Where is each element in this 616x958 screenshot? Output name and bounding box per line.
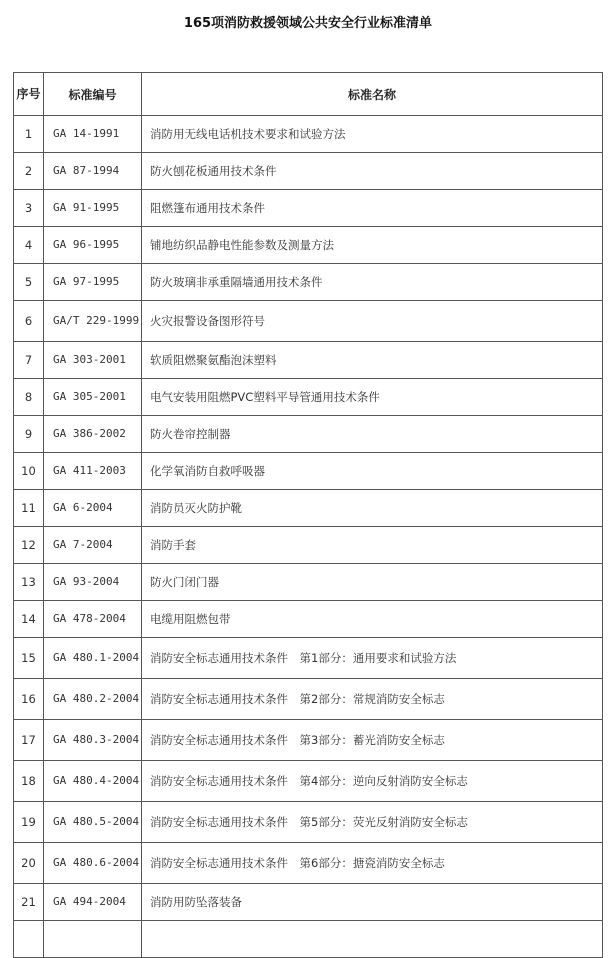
standard-code-cell: GA 480.5-2004 [44,802,142,843]
standard-code-cell: GA 480.2-2004 [44,679,142,720]
standard-name-cell: 消防用无线电话机技术要求和试验方法 [142,116,603,153]
table-row [14,190,603,227]
standard-name-cell: 阻燃篷布通用技术条件 [142,190,603,227]
standard-name-cell: 防火门闭门器 [142,564,603,601]
serial-number-cell: 6 [14,301,44,342]
standard-name-cell [142,921,603,958]
serial-number-cell: 12 [14,527,44,564]
table-row [14,527,603,564]
table-row [14,116,603,153]
serial-number-cell: 11 [14,490,44,527]
standard-name-cell: 消防安全标志通用技术条件 第2部分：常规消防安全标志 [142,679,603,720]
table-row [14,843,603,884]
table-row [14,301,603,342]
standard-code-cell: GA 480.4-2004 [44,761,142,802]
table-header-row [14,73,603,116]
table-row [14,921,603,958]
standard-name-cell: 化学氧消防自救呼吸器 [142,453,603,490]
standard-code-cell [44,921,142,958]
standard-name-cell: 消防用防坠落装备 [142,884,603,921]
serial-number-cell: 4 [14,227,44,264]
header-serial-number: 序号 [14,73,44,116]
serial-number-cell: 3 [14,190,44,227]
standard-name-cell: 铺地纺织品静电性能参数及测量方法 [142,227,603,264]
standard-name-cell: 消防安全标志通用技术条件 第6部分：搪瓷消防安全标志 [142,843,603,884]
standard-code-cell: GA 91-1995 [44,190,142,227]
standard-code-cell: GA 87-1994 [44,153,142,190]
standard-name-cell: 电气安装用阻燃PVC塑料平导管通用技术条件 [142,379,603,416]
header-standard-name: 标准名称 [142,73,603,116]
standard-code-cell: GA 7-2004 [44,527,142,564]
standard-name-cell: 消防安全标志通用技术条件 第1部分：通用要求和试验方法 [142,638,603,679]
table-body [14,116,603,958]
document-title: 165项消防救援领域公共安全行业标准清单 [183,16,433,31]
table-row [14,379,603,416]
serial-number-cell: 9 [14,416,44,453]
standard-code-cell: GA 478-2004 [44,601,142,638]
standard-name-cell: 防火刨花板通用技术条件 [142,153,603,190]
standard-code-cell: GA 386-2002 [44,416,142,453]
standard-name-cell: 防火玻璃非承重隔墙通用技术条件 [142,264,603,301]
serial-number-cell [14,921,44,958]
standard-name-cell: 消防安全标志通用技术条件 第5部分：荧光反射消防安全标志 [142,802,603,843]
serial-number-cell: 17 [14,720,44,761]
serial-number-cell: 1 [14,116,44,153]
standard-code-cell: GA 411-2003 [44,453,142,490]
standard-name-cell: 消防安全标志通用技术条件 第3部分：蓄光消防安全标志 [142,720,603,761]
standard-name-cell: 防火卷帘控制器 [142,416,603,453]
standard-code-cell: GA 494-2004 [44,884,142,921]
serial-number-cell: 18 [14,761,44,802]
table-row [14,638,603,679]
table-row [14,679,603,720]
table-row [14,601,603,638]
table-row [14,761,603,802]
standard-name-cell: 消防安全标志通用技术条件 第4部分：逆向反射消防安全标志 [142,761,603,802]
serial-number-cell: 7 [14,342,44,379]
standard-code-cell: GA 14-1991 [44,116,142,153]
standard-code-cell: GA 480.3-2004 [44,720,142,761]
table-row [14,416,603,453]
standard-code-cell: GA 96-1995 [44,227,142,264]
serial-number-cell: 10 [14,453,44,490]
table-row [14,264,603,301]
serial-number-cell: 21 [14,884,44,921]
standard-code-cell: GA 97-1995 [44,264,142,301]
serial-number-cell: 13 [14,564,44,601]
serial-number-cell: 20 [14,843,44,884]
table-row [14,153,603,190]
serial-number-cell: 5 [14,264,44,301]
standard-code-cell: GA 480.6-2004 [44,843,142,884]
standard-code-cell: GA 480.1-2004 [44,638,142,679]
standard-code-cell: GA 6-2004 [44,490,142,527]
serial-number-cell: 16 [14,679,44,720]
table-row [14,453,603,490]
standard-name-cell: 消防员灭火防护靴 [142,490,603,527]
serial-number-cell: 15 [14,638,44,679]
table-row [14,227,603,264]
table-row [14,342,603,379]
table-row [14,720,603,761]
table-row [14,564,603,601]
header-standard-code: 标准编号 [44,73,142,116]
table-row [14,490,603,527]
standard-name-cell: 软质阻燃聚氨酯泡沫塑料 [142,342,603,379]
standard-code-cell: GA/T 229-1999 [44,301,142,342]
serial-number-cell: 19 [14,802,44,843]
table-row [14,884,603,921]
standard-code-cell: GA 93-2004 [44,564,142,601]
serial-number-cell: 8 [14,379,44,416]
standard-code-cell: GA 303-2001 [44,342,142,379]
standards-table [13,72,603,958]
standard-code-cell: GA 305-2001 [44,379,142,416]
standard-name-cell: 电缆用阻燃包带 [142,601,603,638]
serial-number-cell: 14 [14,601,44,638]
serial-number-cell: 2 [14,153,44,190]
standard-name-cell: 消防手套 [142,527,603,564]
standard-name-cell: 火灾报警设备图形符号 [142,301,603,342]
table-row [14,802,603,843]
